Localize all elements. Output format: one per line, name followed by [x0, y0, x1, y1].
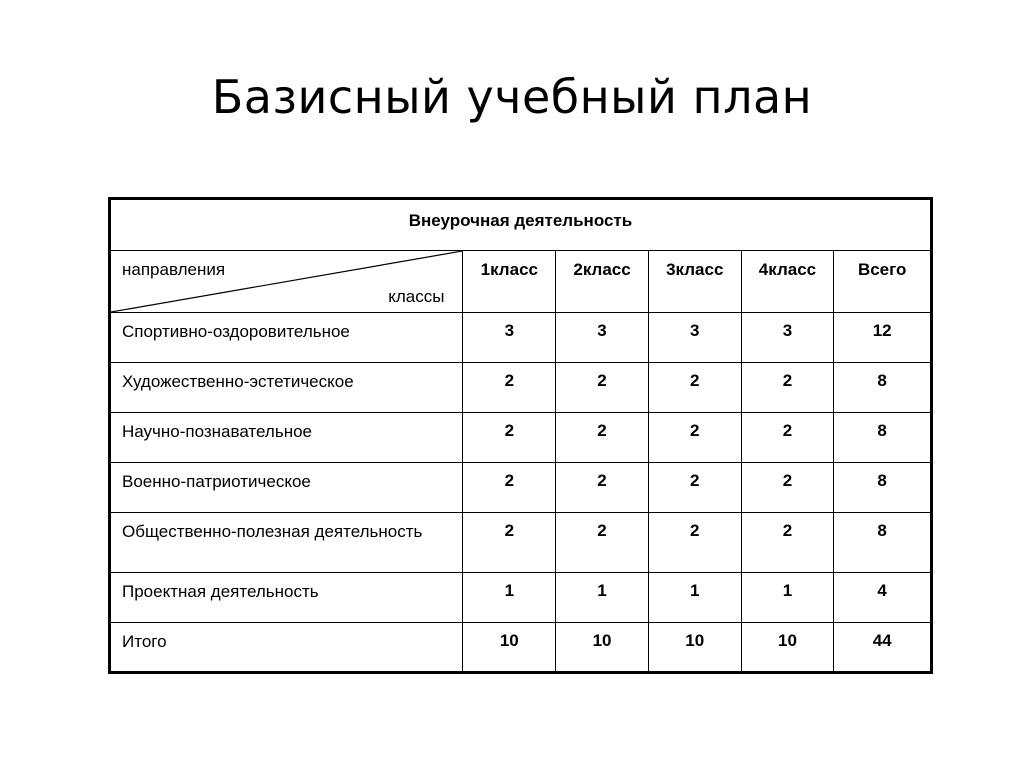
- row-label: Общественно-полезная деятельность: [110, 513, 463, 573]
- table-row-total: [110, 623, 932, 673]
- table-cell-total: 44: [834, 623, 932, 673]
- table-cell: 10: [648, 623, 741, 673]
- row-label: Научно-познавательное: [110, 413, 463, 463]
- column-header: 3класс: [648, 251, 741, 313]
- column-header: 2класс: [556, 251, 649, 313]
- corner-label-directions: направления: [122, 260, 226, 279]
- table-cell: 2: [741, 363, 834, 413]
- table-row: [110, 573, 932, 623]
- table-cell: 2: [556, 413, 649, 463]
- table-cell: 2: [463, 463, 556, 513]
- table-cell-total: 12: [834, 313, 932, 363]
- table-cell: 2: [463, 513, 556, 573]
- table-row: [110, 363, 932, 413]
- table-cell: 1: [648, 573, 741, 623]
- slide-title: Базисный учебный план: [211, 70, 813, 124]
- table-cell: 2: [648, 363, 741, 413]
- table-cell: 3: [648, 313, 741, 363]
- table-caption: Внеурочная деятельность: [110, 199, 932, 251]
- table-cell: 3: [741, 313, 834, 363]
- table-cell: 2: [648, 513, 741, 573]
- table-cell: 10: [463, 623, 556, 673]
- table-cell: 2: [463, 413, 556, 463]
- row-label: Итого: [110, 623, 463, 673]
- row-label: Спортивно-оздоровительное: [110, 313, 463, 363]
- column-header: 4класс: [741, 251, 834, 313]
- table-cell: 1: [463, 573, 556, 623]
- table-row: [110, 313, 932, 363]
- table-cell-total: 8: [834, 513, 932, 573]
- table-cell: 3: [556, 313, 649, 363]
- table-cell-total: 8: [834, 413, 932, 463]
- table-cell: 2: [648, 413, 741, 463]
- table-cell: 10: [741, 623, 834, 673]
- table-cell-total: 4: [834, 573, 932, 623]
- column-header-total: Всего: [834, 251, 932, 313]
- corner-label-classes: классы: [388, 287, 445, 306]
- table-cell-total: 8: [834, 463, 932, 513]
- row-label: Проектная деятельность: [110, 573, 463, 623]
- table-cell-total: 8: [834, 363, 932, 413]
- table-cell: 2: [741, 463, 834, 513]
- column-header: 1класс: [463, 251, 556, 313]
- table-row: [110, 463, 932, 513]
- row-label: Военно-патриотическое: [110, 463, 463, 513]
- table-cell: 2: [741, 413, 834, 463]
- curriculum-table: [108, 197, 933, 674]
- table-cell: 2: [556, 513, 649, 573]
- table-cell: 10: [556, 623, 649, 673]
- table-header-row: [110, 251, 932, 313]
- table-cell: 2: [648, 463, 741, 513]
- table-cell: 1: [556, 573, 649, 623]
- table-cell: 2: [556, 463, 649, 513]
- table-row: [110, 513, 932, 573]
- corner-header-cell: [110, 251, 463, 313]
- table-cell: 2: [463, 363, 556, 413]
- table-cell: 2: [741, 513, 834, 573]
- row-label: Художественно-эстетическое: [110, 363, 463, 413]
- table-caption-row: [110, 199, 932, 251]
- table-cell: 2: [556, 363, 649, 413]
- table-cell: 1: [741, 573, 834, 623]
- table-cell: 3: [463, 313, 556, 363]
- table-row: [110, 413, 932, 463]
